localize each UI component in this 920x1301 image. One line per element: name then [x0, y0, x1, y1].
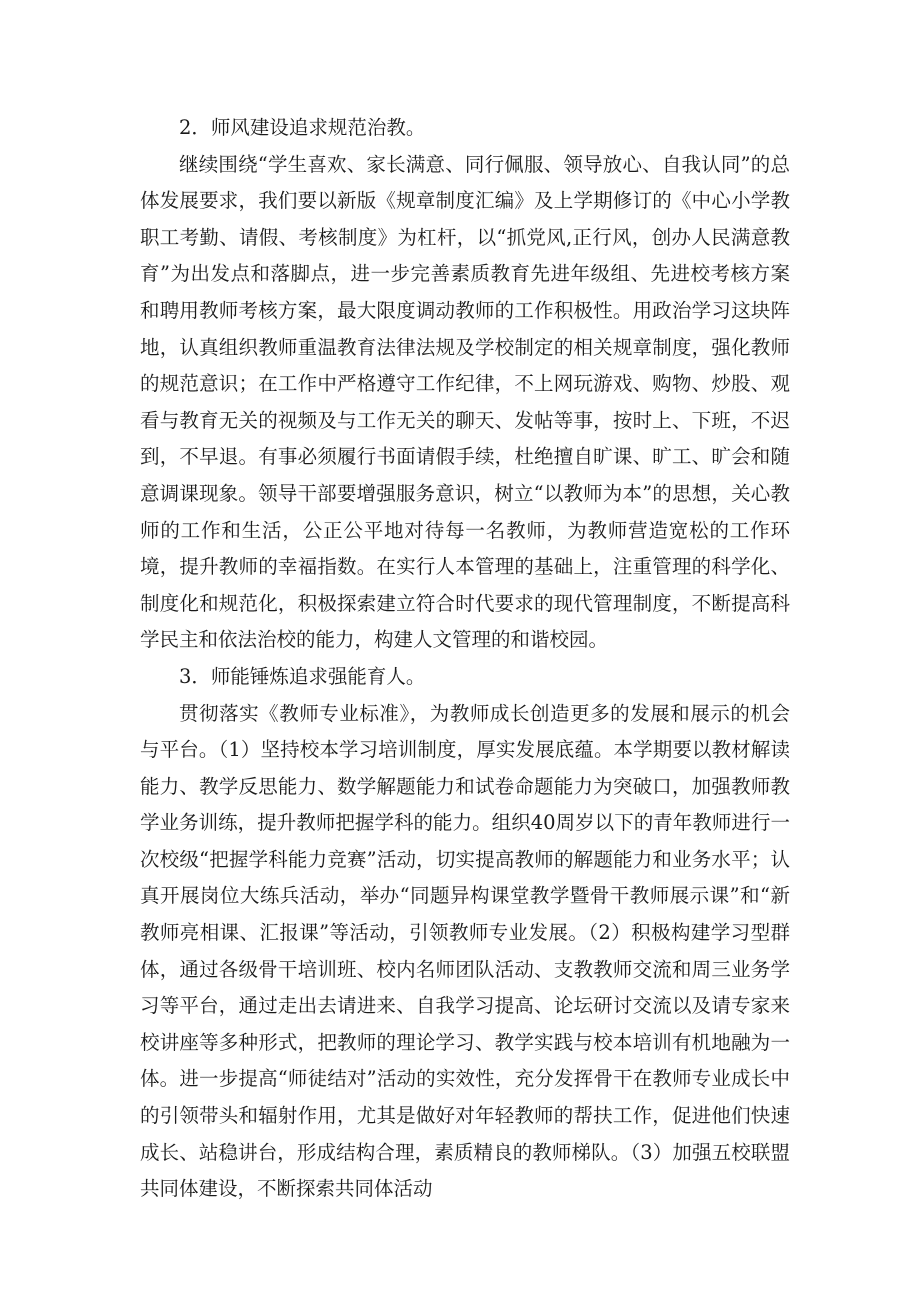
paragraph-teacher-conduct: 继续围绕“学生喜欢、家长满意、同行佩服、领导放心、自我认同”的总体发展要求，我们要以新版《规章制度汇编》及上学期修订的《中心小学教职工考勤、请假、考核制度》为杠杆，以“抓党风,正行风，创办人民满意教育”为出发点和落脚点，进一步完善素质教育先进年级组、先进校考核方案和聘用教师考核方案，最大限度调动教师的工作积极性。用政治学习这块阵地，认真组织教师重温教育法律法规及学校制定的相关规章制度，强化教师的规范意识；在工作中严格遵守工作纪律，不上网玩游戏、购物、炒股、观看与教育无关的视频及与工作无关的聊天、发帖等事，按时上、下班，不迟到，不早退。有事必须履行书面请假手续，杜绝擅自旷课、旷工、旷会和随意调课现象。领导干部要增强服务意识，树立“以教师为本”的思想，关心教师的工作和生活，公正公平地对待每一名教师，为教师营造宽松的工作环境，提升教师的幸福指数。在实行人本管理的基础上，注重管理的科学化、制度化和规范化，积极探索建立符合时代要求的现代管理制度，不断提高科学民主和依法治校的能力，构建人文管理的和谐校园。: [140, 152, 790, 652]
paragraph-teacher-ability: 贯彻落实《教师专业标准》，为教师成长创造更多的发展和展示的机会与平台。（1）坚持校本学习培训制度，厚实发展底蕴。本学期要以教材解读能力、教学反思能力、数学解题能力和试卷命题能力为突破口，加强教师教学业务训练，提升教师把握学科的能力。组织40周岁以下的青年教师进行一次校级“把握学科能力竞赛”活动，切实提高教师的解题能力和业务水平；认真开展岗位大练兵活动，举办“同题异构课堂教学暨骨干教师展示课”和“新教师亮相课、汇报课”等活动，引领教师专业发展。（2）积极构建学习型群体，通过各级骨干培训班、校内名师团队活动、支教教师交流和周三业务学习等平台，通过走出去请进来、自我学习提高、论坛研讨交流以及请专家来校讲座等多种形式，把教师的理论学习、教学实践与校本培训有机地融为一体。进一步提高“师徒结对”活动的实效性，充分发挥骨干在教师专业成长中的引领带头和辐射作用，尤其是做好对年轻教师的帮扶工作，促进他们快速成长、站稳讲台，形成结构合理，素质精良的教师梯队。（3）加强五校联盟共同体建设，不断探索共同体活动: [140, 701, 790, 1201]
section-heading-teacher-conduct: 2．师风建设追求规范治教。: [179, 116, 426, 139]
document-body: [140, 110, 790, 1208]
section-heading-teacher-ability: 3．师能锤炼追求强能育人。: [179, 664, 426, 688]
